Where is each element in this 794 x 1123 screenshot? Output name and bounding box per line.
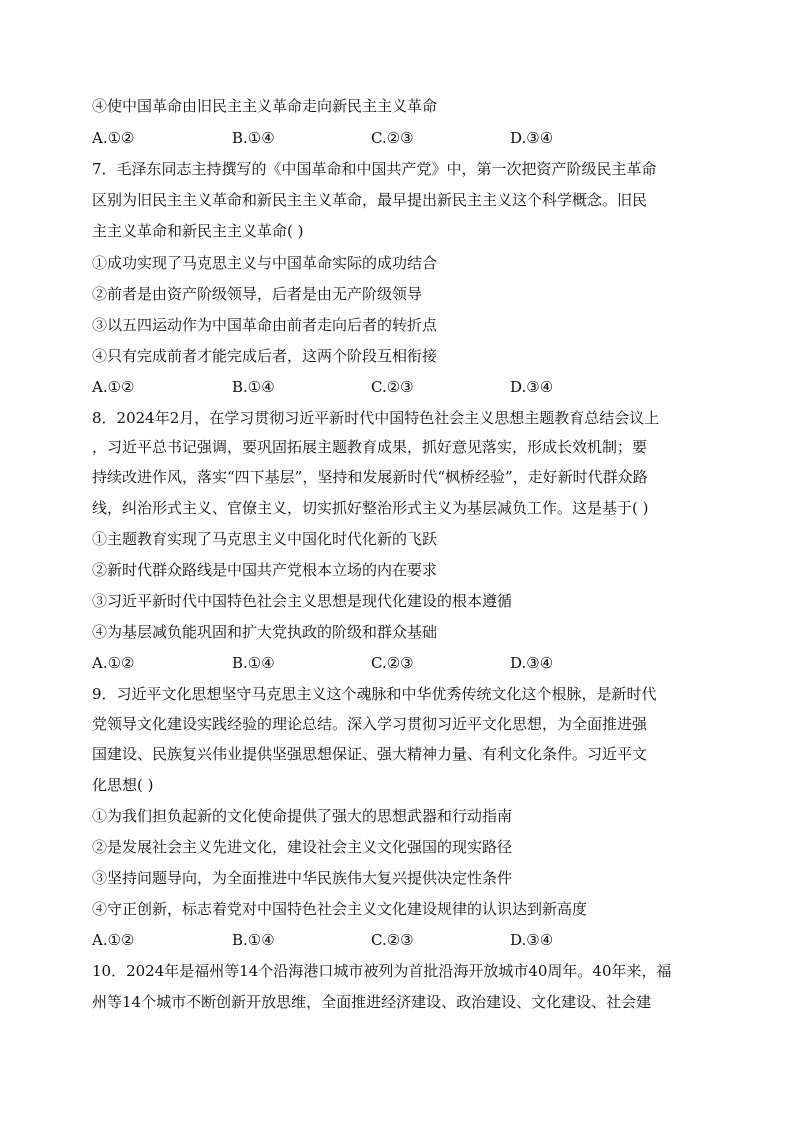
option-a: A.①②: [92, 378, 135, 396]
option-a: A.①②: [92, 931, 135, 949]
q8-stem-line: ，习近平总书记强调，要巩固拓展主题教育成果，抓好意见落实，形成长效机制；要: [92, 438, 648, 456]
q10-stem-line: 10．2024年是福州等14个沿海港口城市被列为首批沿海开放城市40周年。40年来，福: [92, 962, 672, 980]
q9-options: [92, 930, 692, 950]
q9-item-2: ②是发展社会主义先进文化，建设社会主义文化强国的现实路径: [92, 838, 513, 856]
option-c: C.②③: [371, 931, 414, 949]
option-b: B.①④: [232, 378, 275, 396]
q7-item-3: ③以五四运动作为中国革命由前者走向后者的转折点: [92, 316, 438, 334]
q7-stem-line: 7．毛泽东同志主持撰写的《中国革命和中国共产党》中，第一次把资产阶级民主革命: [92, 160, 657, 178]
q7-stem-line: 主主义革命和新民主主义革命( ): [92, 222, 304, 240]
q7-options: [92, 377, 692, 397]
q7-item-4: ④只有完成前者才能完成后者，这两个阶段互相衔接: [92, 347, 438, 365]
option-c: C.②③: [371, 654, 414, 672]
q9-stem-line: 9．习近平文化思想坚守马克思主义这个魂脉和中华优秀传统文化这个根脉，是新时代: [92, 685, 657, 703]
q7-item-2: ②前者是由资产阶级领导，后者是由无产阶级领导: [92, 285, 423, 303]
option-d: D.③④: [510, 654, 554, 672]
option-d: D.③④: [510, 378, 554, 396]
q8-item-1: ①主题教育实现了马克思主义中国化时代化新的飞跃: [92, 530, 438, 548]
top-item-4: ④使中国革命由旧民主主义革命走向新民主主义革命: [92, 97, 438, 115]
q9-item-1: ①为我们担负起新的文化使命提供了强大的思想武器和行动指南: [92, 807, 513, 825]
option-b: B.①④: [232, 654, 275, 672]
q7-stem-line: 区别为旧民主主义革命和新民主主义革命，最早提出新民主主义这个科学概念。旧民: [92, 191, 648, 209]
option-a: A.①②: [92, 129, 135, 147]
q8-item-3: ③习近平新时代中国特色社会主义思想是现代化建设的根本遵循: [92, 592, 513, 610]
q8-item-2: ②新时代群众路线是中国共产党根本立场的内在要求: [92, 561, 438, 579]
q7-item-1: ①成功实现了马克思主义与中国革命实际的成功结合: [92, 254, 438, 272]
top-options: [92, 128, 692, 148]
q9-stem-line: 国建设、民族复兴伟业提供坚强思想保证、强大精神力量、有利文化条件。习近平文: [92, 745, 648, 763]
option-a: A.①②: [92, 654, 135, 672]
q8-options: [92, 653, 692, 673]
q9-stem-line: 化思想( ): [92, 776, 154, 794]
q10-stem-line: 州等14个城市不断创新开放思维，全面推进经济建设、政治建设、文化建设、社会建: [92, 993, 652, 1011]
option-d: D.③④: [510, 129, 554, 147]
option-b: B.①④: [232, 129, 275, 147]
q9-item-3: ③坚持问题导向，为全面推进中华民族伟大复兴提供决定性条件: [92, 869, 513, 887]
option-c: C.②③: [371, 378, 414, 396]
q8-item-4: ④为基层减负能巩固和扩大党执政的阶级和群众基础: [92, 623, 438, 641]
q8-stem-line: 8．2024年2月，在学习贯彻习近平新时代中国特色社会主义思想主题教育总结会议上: [92, 409, 660, 427]
option-d: D.③④: [510, 931, 554, 949]
option-b: B.①④: [232, 931, 275, 949]
option-c: C.②③: [371, 129, 414, 147]
q9-item-4: ④守正创新，标志着党对中国特色社会主义文化建设规律的认识达到新高度: [92, 900, 588, 918]
q8-stem-line: 持续改进作风，落实“四下基层”，坚持和发展新时代“枫桥经验”，走好新时代群众路: [92, 468, 648, 486]
q9-stem-line: 党领导文化建设实践经验的理论总结。深入学习贯彻习近平文化思想，为全面推进强: [92, 715, 648, 733]
q8-stem-line: 线，纠治形式主义、官僚主义，切实抓好整治形式主义为基层减负工作。这是基于( ): [92, 499, 649, 517]
